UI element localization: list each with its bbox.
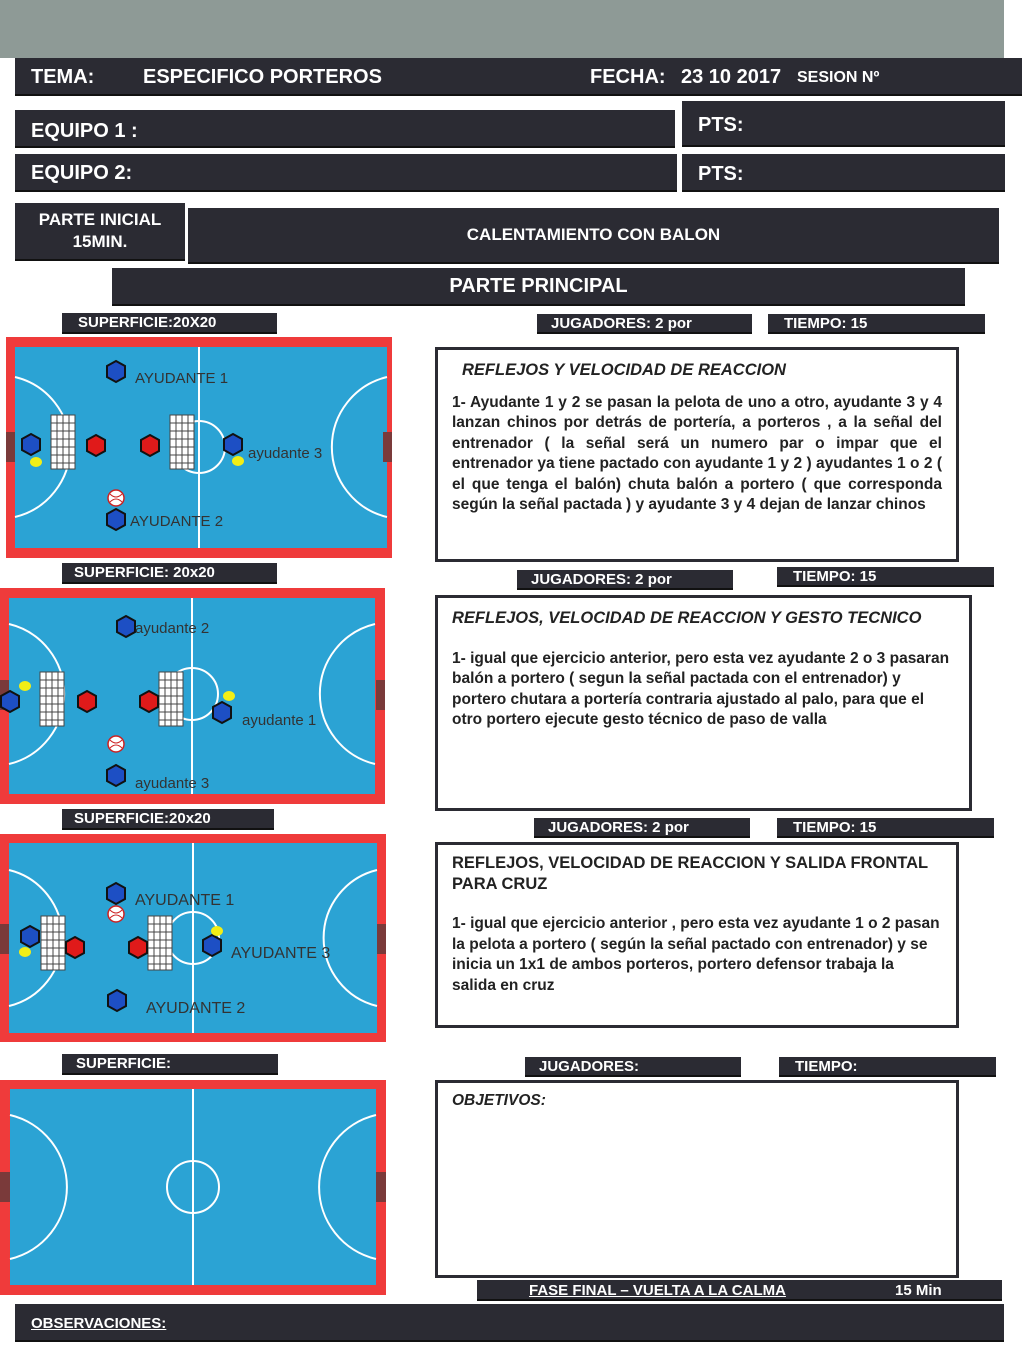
helper-player-icon xyxy=(117,616,135,637)
pts2-label: PTS: xyxy=(698,163,744,185)
parte-inicial-content xyxy=(188,208,999,264)
exercise-title-2: REFLEJOS, VELOCIDAD DE REACCION Y GESTO TECNICO xyxy=(452,609,922,627)
exercise-description-3 xyxy=(435,842,959,1028)
exercise-description-4 xyxy=(435,1080,959,1278)
goal-net-icon xyxy=(148,916,172,970)
pts1-bar xyxy=(682,101,1005,147)
goal-net-icon xyxy=(51,415,75,469)
helper-player-icon xyxy=(1,691,19,712)
court-diagram-3 xyxy=(0,834,386,1042)
parte-inicial-text: CALENTAMIENTO CON BALON xyxy=(466,225,721,244)
fase-final-bar xyxy=(477,1280,1002,1301)
tema-bar xyxy=(15,58,1022,96)
jugadores-bar-2 xyxy=(517,570,733,590)
observaciones-label: OBSERVACIONES: xyxy=(31,1315,167,1332)
court-label: AYUDANTE 2 xyxy=(146,1000,246,1017)
sesion-label: SESION Nº xyxy=(797,69,880,86)
cone-icon xyxy=(19,681,31,691)
equipo2-bar xyxy=(15,154,677,192)
exercise-title-3: REFLEJOS, VELOCIDAD DE REACCION Y SALIDA FRONTAL PARA CRUZ xyxy=(452,854,928,893)
court-diagram-2 xyxy=(0,588,385,804)
court-label: ayudante 1 xyxy=(242,712,317,729)
fase-final-label: FASE FINAL – VUELTA A LA CALMA xyxy=(529,1282,786,1299)
tema-label: TEMA: xyxy=(31,66,95,88)
equipo1-bar xyxy=(15,110,675,148)
superficie-label-1: SUPERFICIE:20X20 xyxy=(78,314,217,331)
tiempo-bar-4 xyxy=(779,1057,996,1077)
goalkeeper-icon xyxy=(87,435,105,456)
tiempo-label-4: TIEMPO: xyxy=(795,1058,858,1075)
helper-player-icon xyxy=(107,509,125,530)
cone-icon xyxy=(232,456,244,466)
ball-icon xyxy=(108,906,124,922)
court-diagram-4 xyxy=(0,1080,386,1295)
exercise-body-1: 1- Ayudante 1 y 2 se pasan la pelota de uno a otro, ayudante 3 y 4 lanzan chinos por detrás de portería, a porteros , a la señal del entrenador ( la señal será un numero par o impar que el entrenador ya tiene pactado con ayudante 1 y 2 ) ayudantes 1 o 2 ( el que tenga el balón) chuta balón a portero ( que corresponda según la señal pactada ) y ayudante 3 y 4 dejan de lanzar chinos xyxy=(452,393,942,513)
court-label: AYUDANTE 1 xyxy=(135,370,229,387)
cone-icon xyxy=(19,947,31,957)
observaciones-bar xyxy=(15,1304,1004,1342)
exercise-title-1: REFLEJOS Y VELOCIDAD DE REACCION xyxy=(462,361,786,379)
court-label: ayudante 3 xyxy=(248,445,323,462)
equipo2-label: EQUIPO 2: xyxy=(31,162,133,184)
jugadores-bar-1 xyxy=(537,314,752,334)
court-label: ayudante 2 xyxy=(135,620,210,637)
exercise-body-3: 1- igual que ejercicio anterior , pero esta vez ayudante 1 o 2 pasan la pelota a portero ( según la señal pactado con entrenador) y se inicia un 1x1 de ambos porteros, portero defensor trabaja la salida en cruz xyxy=(452,915,940,994)
goal-net-icon xyxy=(40,672,64,726)
tiempo-bar-1 xyxy=(768,314,985,334)
helper-player-icon xyxy=(213,702,231,723)
cone-icon xyxy=(223,691,235,701)
court-label: AYUDANTE 1 xyxy=(135,892,235,909)
goalkeeper-icon xyxy=(141,435,159,456)
jugadores-label-2: JUGADORES: 2 por xyxy=(531,571,672,588)
goal-net-icon xyxy=(170,415,194,469)
tiempo-label-1: TIEMPO: 15 xyxy=(784,315,868,332)
pts1-label: PTS: xyxy=(698,114,744,136)
tiempo-label-2: TIEMPO: 15 xyxy=(793,568,877,585)
helper-player-icon xyxy=(21,926,39,947)
court-label: ayudante 3 xyxy=(135,775,210,792)
helper-player-icon xyxy=(224,434,242,455)
exercise-description-2 xyxy=(435,595,972,811)
tiempo-bar-3 xyxy=(777,818,994,838)
superficie-label-2: SUPERFICIE: 20x20 xyxy=(74,564,215,581)
parte-inicial-line2: 15MIN. xyxy=(72,232,128,251)
superficie-label-4: SUPERFICIE: xyxy=(76,1055,172,1072)
helper-player-icon xyxy=(107,883,125,904)
superficie-bar-4 xyxy=(62,1054,278,1075)
jugadores-label-1: JUGADORES: 2 por xyxy=(551,315,692,332)
fecha-value: 23 10 2017 xyxy=(681,66,782,88)
parte-principal-bar xyxy=(112,268,965,306)
exercise-description-1 xyxy=(435,347,959,562)
helper-player-icon xyxy=(107,765,125,786)
ball-icon xyxy=(108,736,124,752)
fecha-label: FECHA: xyxy=(590,66,666,88)
goal-net-icon xyxy=(159,672,183,726)
helper-player-icon xyxy=(107,361,125,382)
objetivos-label: OBJETIVOS: xyxy=(452,1092,546,1109)
tiempo-bar-2 xyxy=(777,567,994,587)
court-label: AYUDANTE 3 xyxy=(231,945,331,962)
superficie-label-3: SUPERFICIE:20x20 xyxy=(74,810,211,827)
tema-value: ESPECIFICO PORTEROS xyxy=(143,66,382,88)
helper-player-icon xyxy=(108,990,126,1011)
goalkeeper-icon xyxy=(66,937,84,958)
parte-principal-label: PARTE PRINCIPAL xyxy=(449,274,628,297)
equipo1-label: EQUIPO 1 : xyxy=(31,120,138,142)
exercise-body-2: 1- igual que ejercicio anterior, pero esta vez ayudante 2 o 3 pasaran balón a portero ( segun la señal pactada con el entrenador) y portero chutara a portería contraria ajustado al palo, para que el otro portero ejecute gesto técnico de paso de valla xyxy=(452,649,950,728)
goal-net-icon xyxy=(41,916,65,970)
top-band xyxy=(0,0,1024,58)
tiempo-label-3: TIEMPO: 15 xyxy=(793,819,877,836)
ball-icon xyxy=(108,490,124,506)
parte-inicial-label xyxy=(15,203,185,261)
court-diagram-1 xyxy=(6,337,392,558)
fase-final-time: 15 Min xyxy=(895,1282,942,1299)
jugadores-bar-4 xyxy=(525,1057,741,1077)
cone-icon xyxy=(30,457,42,467)
superficie-bar-1 xyxy=(62,313,277,334)
cone-icon xyxy=(211,926,223,936)
goalkeeper-icon xyxy=(78,691,96,712)
top-band-accent xyxy=(1004,0,1024,58)
goalkeeper-icon xyxy=(129,937,147,958)
jugadores-bar-3 xyxy=(534,818,750,838)
superficie-bar-3 xyxy=(62,809,274,830)
helper-player-icon xyxy=(22,434,40,455)
jugadores-label-3: JUGADORES: 2 por xyxy=(548,819,689,836)
pts2-bar xyxy=(682,154,1005,192)
helper-player-icon xyxy=(203,935,221,956)
court-label: AYUDANTE 2 xyxy=(130,513,224,530)
superficie-bar-2 xyxy=(62,563,277,584)
jugadores-label-4: JUGADORES: xyxy=(539,1058,640,1075)
goalkeeper-icon xyxy=(140,691,158,712)
parte-inicial-line1: PARTE INICIAL xyxy=(38,210,162,229)
